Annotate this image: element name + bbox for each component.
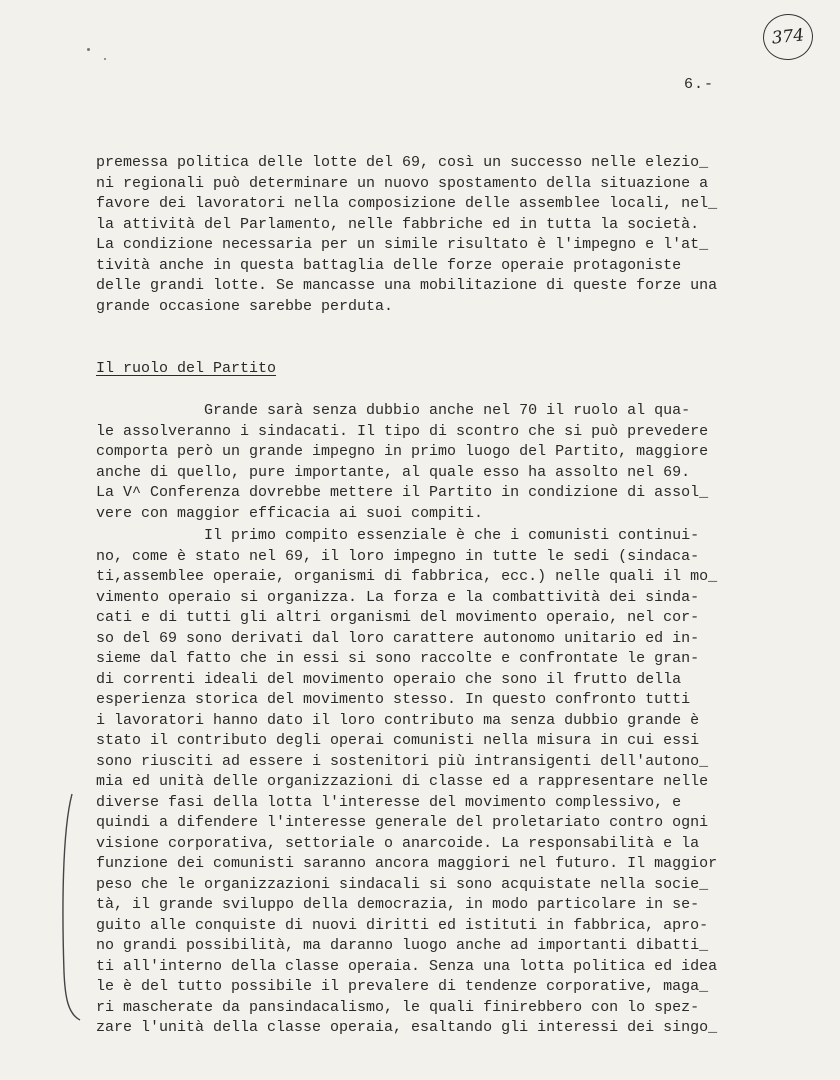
page-number: 6.- xyxy=(684,76,715,93)
paragraph-sindacati: Grande sarà senza dubbio anche nel 70 il ruolo al qua- le assolveranno i sindacati. Il tipo di scontro che si può prevedere comporta però un grande impegno in primo luogo del Partito, maggiore anche di quello, pure importante, al quale esso ha assolto nel 69. La V^ Conferenza dovrebbe mettere il Partito in condizione di assol_ vere con maggior efficacia ai suoi compiti. xyxy=(96,402,709,522)
ink-speck xyxy=(104,58,106,60)
archive-stamp xyxy=(761,12,816,63)
section-heading: Il ruolo del Partito xyxy=(96,360,277,377)
paragraph-compito: Il primo compito essenziale è che i comunisti continui- no, come è stato nel 69, il loro impegno in tutte le sedi (sindaca- ti,assemblee operaie, organismi di fabbrica, ecc.) nelle quali il mo_ vimento operaio si organizza. La forza e la combattività dei sinda- cati e di tutti gli altri organismi del movimento operaio, nel cor- so del 69 sono derivati dal loro carattere autonomo unitario ed in- sieme dal fatto che in essi si sono raccolte e confrontate le gran- di correnti ideali del movimento operaio che sono il frutto della esperienza storica del movimento stesso. In questo confronto tutti i lavoratori hanno dato il loro contributo ma senza dubbio grande è stato il contributo degli operai comunisti nella misura in cui essi sono riusciti ad essere i sostenitori più intransigenti dell'autono_ mia ed unità delle organizzazioni di classe ed a rappresentare nelle diverse fasi della lotta l'interesse del movimento complessivo, e quindi a difendere l'interesse generale del proletariato contro ogni visione corporativa, settoriale o anarcoide. La responsabilità e la funzione dei comunisti saranno ancora maggiori nel futuro. Il maggior peso che le organizzazioni sindacali si sono acquistate nella socie_ tà, il grande sviluppo della democrazia, in modo particolare in se- guito alle conquiste di nuovi diritti ed istituti in fabbrica, apro- no grandi possibilità, ma daranno luogo anche ad importanti dibatti_ ti all'interno della classe operaia. Senza una lotta politica ed idea le è del tutto possibile il prevalere di tendenze corporative, maga_ ri mascherate da pansindacalismo, le quali finirebbero con lo spez- zare l'unità della classe operaia, esaltando gli interessi dei singo_ xyxy=(96,527,718,1036)
ink-speck xyxy=(87,48,90,51)
margin-bracket-mark xyxy=(58,792,82,1024)
paragraph-intro: premessa politica delle lotte del 69, così un successo nelle elezio_ ni regionali può determinare un nuovo spostamento della situazione a favore dei lavoratori nella composizione delle assemblee locali, nel_ la attività del Parlamento, nelle fabbriche ed in tutta la società. La condizione necessaria per un simile risultato è l'impegno e l'at_ tività anche in questa battaglia delle forze operaie protagoniste delle grandi lotte. Se mancasse una mobilitazione di queste forze una grande occasione sarebbe perduta. xyxy=(96,154,718,315)
archive-stamp-number: 374 xyxy=(770,25,806,49)
